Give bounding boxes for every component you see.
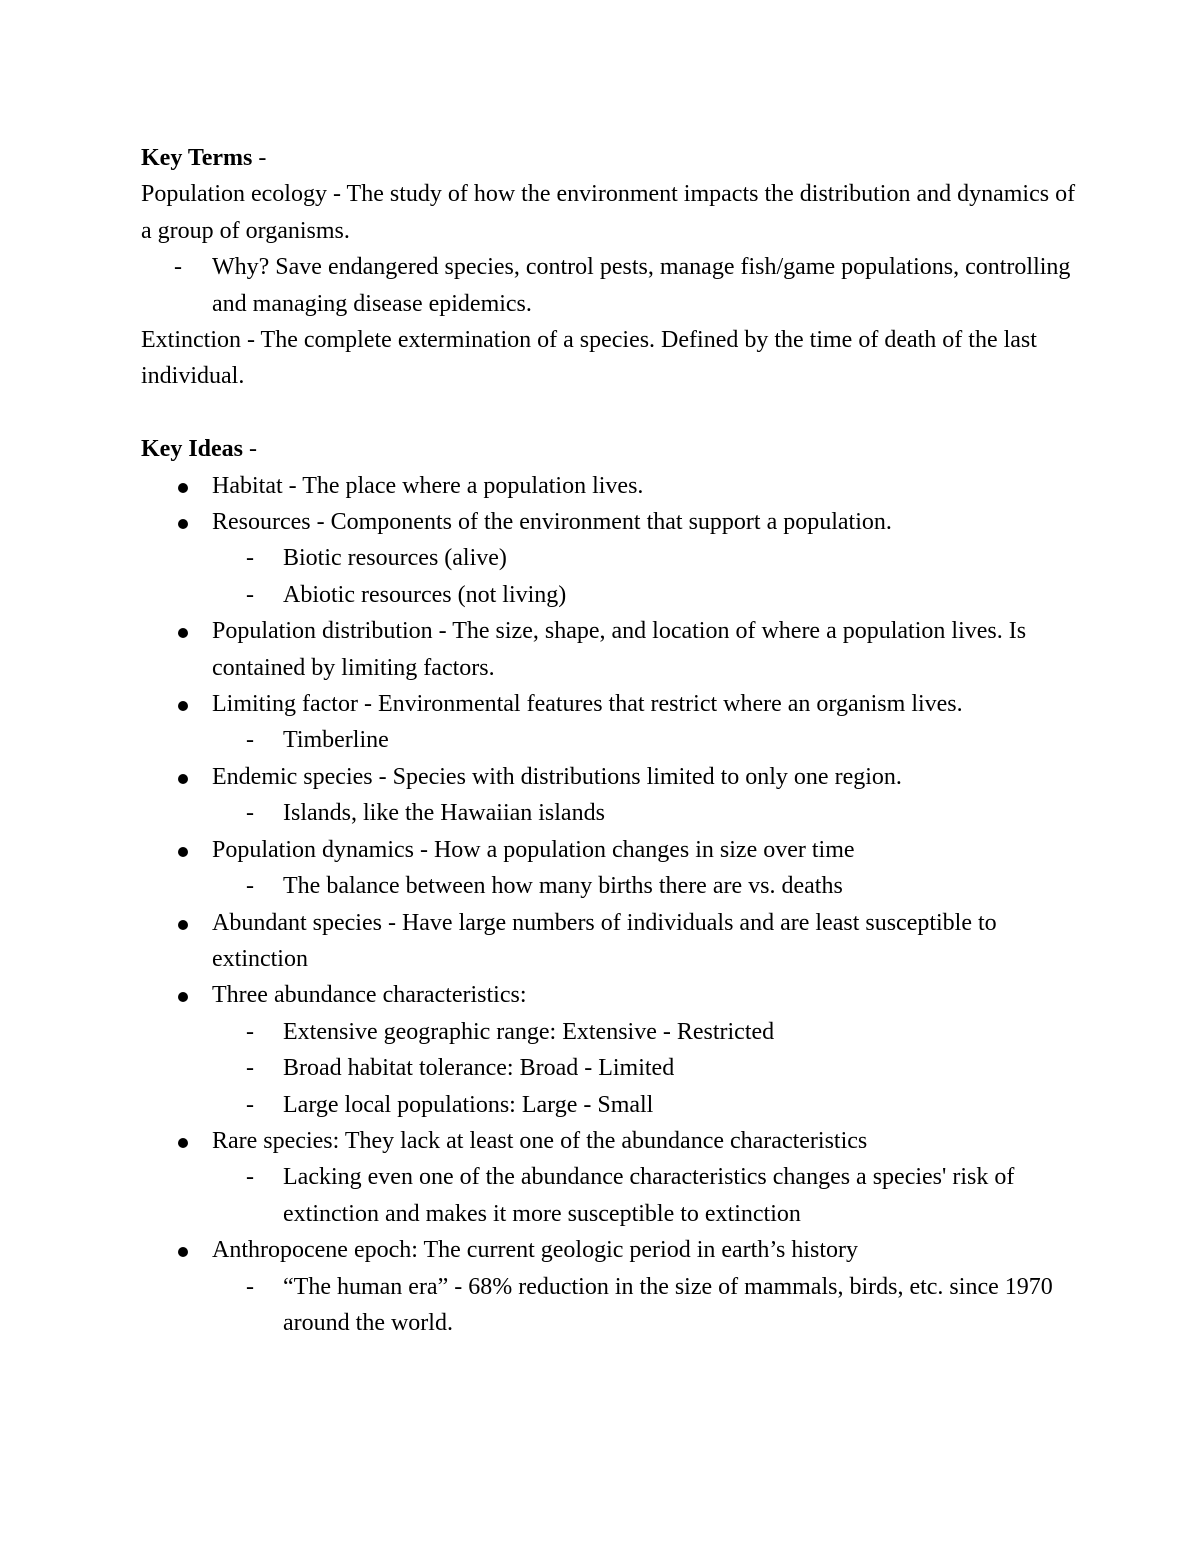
key-idea-text: Resources - Components of the environment that support a population. (212, 509, 892, 536)
key-idea-subitem-text: “The human era” - 68% reduction in the size of mammals, birds, etc. since 1970 around the world. (283, 1273, 1053, 1336)
key-idea-subitem-text: The balance between how many births there are vs. deaths (283, 873, 843, 900)
dash-marker: - (246, 1055, 254, 1082)
key-idea-text: Limiting factor - Environmental features that restrict where an organism lives. (212, 691, 963, 718)
key-idea-item (141, 686, 1076, 722)
dash-marker: - (174, 254, 182, 281)
key-idea-subitem (141, 868, 1076, 904)
key-idea-subitem (141, 577, 1076, 613)
key-idea-subitem (141, 1159, 1076, 1232)
key-idea-text: Habitat - The place where a population lives. (212, 472, 644, 499)
key-idea-subitem-text: Broad habitat tolerance: Broad - Limited (283, 1055, 675, 1082)
dash-marker: - (246, 1091, 254, 1118)
dash-marker: - (246, 1164, 254, 1191)
key-idea-subitem-text: Abiotic resources (not living) (283, 581, 567, 608)
key-idea-item (141, 977, 1076, 1013)
dash-marker: - (246, 1018, 254, 1045)
population-ecology-definition: Population ecology - The study of how the environment impacts the distribution and dynamics of a group of organisms. (141, 181, 1076, 244)
key-terms-heading: Key Terms - (141, 145, 267, 171)
key-idea-subitem-text: Lacking even one of the abundance characteristics changes a species' risk of extinction and makes it more susceptible to extinction (283, 1164, 1015, 1227)
bullet-icon (178, 1138, 188, 1148)
bullet-icon (178, 701, 188, 711)
key-idea-subitem-text: Extensive geographic range: Extensive - Restricted (283, 1018, 775, 1045)
key-idea-subitem (141, 795, 1076, 831)
dash-marker: - (246, 873, 254, 900)
bullet-icon (178, 847, 188, 857)
dash-marker: - (246, 800, 254, 827)
bullet-icon (178, 1247, 188, 1257)
key-idea-item (141, 468, 1076, 504)
key-idea-subitem-text: Large local populations: Large - Small (283, 1091, 654, 1118)
why-note: - Why? Save endangered species, control pests, manage fish/game populations, controlling and managing disease epidemics. (141, 249, 1076, 322)
dash-marker: - (246, 581, 254, 608)
key-idea-text: Population dynamics - How a population changes in size over time (212, 836, 855, 863)
key-ideas-list (141, 468, 1076, 1342)
key-idea-text: Population distribution - The size, shape, and location of where a population lives. Is contained by limiting factors. (212, 618, 1027, 681)
key-idea-text: Three abundance characteristics: (212, 982, 527, 1009)
key-idea-item (141, 759, 1076, 795)
key-idea-item (141, 905, 1076, 978)
key-idea-subitem (141, 1269, 1076, 1342)
bullet-icon (178, 483, 188, 493)
key-idea-item (141, 832, 1076, 868)
extinction-definition: Extinction - The complete extermination of a species. Defined by the time of death of the last individual. (141, 327, 1037, 390)
key-idea-item (141, 613, 1076, 686)
key-idea-subitem-text: Biotic resources (alive) (283, 545, 507, 572)
key-idea-subitem (141, 722, 1076, 758)
dash-marker: - (246, 545, 254, 572)
dash-marker: - (246, 1273, 254, 1300)
dash-marker: - (246, 727, 254, 754)
section-spacer (141, 395, 1076, 431)
key-idea-subitem (141, 1014, 1076, 1050)
key-idea-subitem (141, 1050, 1076, 1086)
key-idea-text: Rare species: They lack at least one of the abundance characteristics (212, 1127, 868, 1154)
key-idea-text: Anthropocene epoch: The current geologic period in earth’s history (212, 1237, 859, 1264)
bullet-icon (178, 992, 188, 1002)
key-idea-subitem (141, 540, 1076, 576)
key-idea-subitem-text: Islands, like the Hawaiian islands (283, 800, 605, 827)
bullet-icon (178, 774, 188, 784)
bullet-icon (178, 920, 188, 930)
key-idea-item (141, 504, 1076, 540)
key-idea-text: Abundant species - Have large numbers of individuals and are least susceptible to extinction (212, 909, 997, 972)
key-idea-item (141, 1123, 1076, 1159)
bullet-icon (178, 519, 188, 529)
key-idea-item (141, 1232, 1076, 1268)
key-idea-subitem (141, 1087, 1076, 1123)
key-idea-subitem-text: Timberline (283, 727, 389, 754)
key-ideas-heading: Key Ideas - (141, 436, 257, 463)
bullet-icon (178, 628, 188, 638)
key-idea-text: Endemic species - Species with distributions limited to only one region. (212, 763, 902, 790)
document-page (141, 140, 1076, 1341)
